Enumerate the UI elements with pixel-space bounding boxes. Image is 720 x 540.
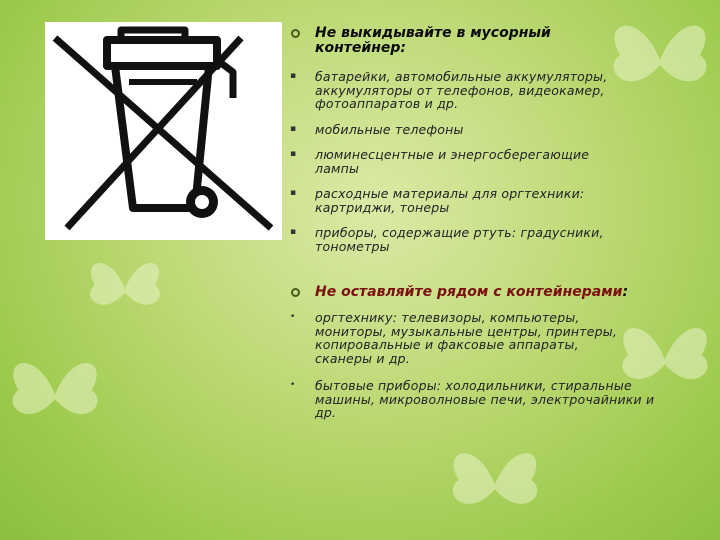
square-bullet-icon: ▪ <box>290 149 297 159</box>
list-item-text: батарейки, автомобильные аккумуляторы, аккумуляторы от телефонов, видеокамер, фотоаппаратов и др. <box>315 69 608 111</box>
butterfly-decoration <box>440 430 550 530</box>
dot-bullet-icon: • <box>290 380 296 390</box>
list-item-text: бытовые приборы: холодильники, стиральные машины, микроволновые печи, электрочайники и др. <box>315 378 655 420</box>
list-item-text: расходные материалы для оргтехники: картриджи, тонеры <box>315 186 585 215</box>
ring-icon <box>291 288 300 297</box>
heading-text: Не оставляйте рядом с контейнерами <box>315 284 623 300</box>
butterfly-decoration <box>0 330 110 450</box>
dot-bullet-icon: • <box>290 312 296 322</box>
crossed-out-wheelie-bin-icon <box>45 22 282 240</box>
list-item-text: приборы, содержащие ртуть: градусники, тонометры <box>315 225 604 254</box>
heading-line <box>315 285 645 300</box>
square-bullet-icon: ▪ <box>290 71 297 81</box>
list-item-text: люминесцентные и энергосберегающие лампы <box>315 147 590 176</box>
list-item-text: оргтехнику: телевизоры, компьютеры, мониторы, музыкальные центры, принтеры, копировальные и факсовые аппараты, сканеры и др. <box>315 310 618 366</box>
butterfly-decoration <box>80 240 170 330</box>
ring-icon <box>291 29 300 38</box>
list-item-text: мобильные телефоны <box>315 122 464 137</box>
square-bullet-icon: ▪ <box>290 124 297 134</box>
recycling-symbol-panel <box>45 22 282 240</box>
square-bullet-icon: ▪ <box>290 188 297 198</box>
heading-text: Не выкидывайте в мусорный контейнер: <box>315 25 551 56</box>
heading-colon: : <box>622 284 629 300</box>
square-bullet-icon: ▪ <box>290 227 297 237</box>
